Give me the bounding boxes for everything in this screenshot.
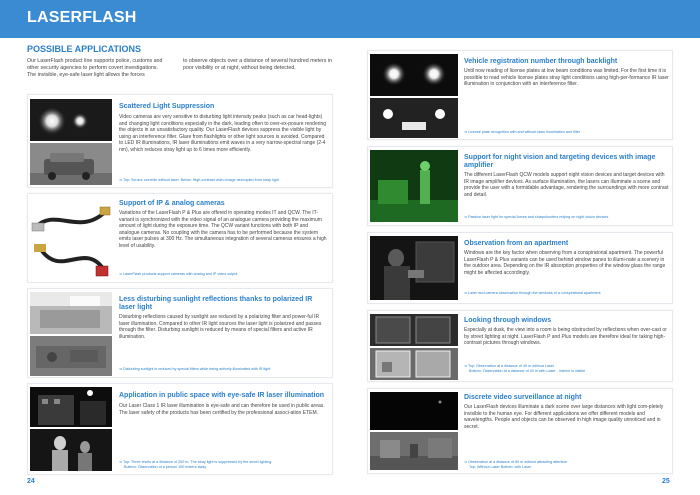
panel-title-scattered-light: Scattered Light Suppression <box>119 103 215 110</box>
photo-window-with-laser <box>370 348 458 380</box>
photo-car-filtered <box>30 143 112 185</box>
caption-vehicle-plate: ⊲ License plate recognition with and without laser illumination and filter <box>464 130 581 134</box>
caption-sunlight: ⊲ Disturbing sunlight is reduced by special filters while being actively illuminated with IR light <box>119 367 271 371</box>
intro-text-col2: to observe objects over a distance of several hundred meters in poor visibility or at night, without being detected. <box>183 58 332 72</box>
panel-body-ip-analog: Variations of the LaserFlash P & Plus are offered in operating modes IT and QCW. The IT-variant is synchronized with the video signal of an analogue camera providing the maximum amount of light during the exposure time. The QCW variant functions with both IP and analogue cameras. No coupling with the camera has to be performed because the system emits laser pulses at 300 Hz. The simultaneous integration of several cameras ensures a high level of usability. <box>119 210 327 249</box>
photo-dark-scene <box>370 392 458 430</box>
brand-title: LASERFLASH <box>27 9 137 26</box>
panel-title-sunlight: Less disturbing sunlight reflections thanks to polarized IR laser light <box>119 296 313 312</box>
caption-video-surveillance-bottom: Top: Without Laser Bottom: with Laser <box>469 465 532 469</box>
photo-ethernet-cable <box>30 240 112 280</box>
panel-body-night-vision: The different LaserFlash QCW models support night vision devices and target devices with IR image amplifier devices. As surface illumination, the lasers can illuminate a scene and provide the user with a formidable advantage, rendering the surroundings with more contrast and detail. <box>464 172 669 198</box>
photo-headlights-overexposed <box>30 99 112 141</box>
caption-public-space-top: ⊲ Top: Three levels at a distance of 200 m. The stray light is suppressed by the street lighting. <box>119 460 273 464</box>
intro-text-col1: Our LaserFlash product line supports police, customs and other security agencies to perform covert investigations. The invisible, eye-safe laser light allows the forces <box>27 58 163 79</box>
panel-title-through-windows: Looking through windows <box>464 317 552 324</box>
photo-night-vision-green <box>370 150 458 222</box>
photo-night-building <box>30 387 112 427</box>
photo-illuminated-scene <box>370 432 458 470</box>
caption-public-space-bottom: Bottom: Observation of a person 150 meters away <box>124 465 207 469</box>
caption-through-windows-top: ⊲ Top: Observation at a distance of 40 m without Laser <box>464 364 555 368</box>
page-number-right: 25 <box>662 478 670 485</box>
caption-through-windows-bottom: Bottom: Observation at a distance of 40 m with Laser - interior is visible <box>469 369 586 373</box>
panel-body-sunlight: Disturbing reflections caused by sunlight are reduced by a polarizing filter and power-ful IR laser illumination. Compared to other IR light sources the laser light is polarized and passes through the filter. Disturbing sunlight is reduced by means of special filters and active IR illumination. <box>119 314 322 340</box>
photo-car-headlights <box>370 54 458 96</box>
photo-person-observed <box>30 429 112 471</box>
caption-scattered-light: ⊲ Top: Sensor override without laser. Below: High-contrast video image decoupled from stray light <box>119 178 279 182</box>
panel-title-vehicle-plate: Vehicle registration number through backlight <box>464 58 618 65</box>
panel-title-video-surveillance: Discrete video surveillance at night <box>464 394 582 401</box>
section-title: POSSIBLE APPLICATIONS <box>27 44 142 54</box>
panel-body-scattered-light: Video cameras are very sensitive to disturbing light intensity peaks (such as car head-lights) and changing light conditions especially in the dark, leading often to over-ex-posure rendering the objects in an unsatisfactory quality. Our LaserFlash devices suppress the visible light by using an interference filter. Glare from flashlights or other light sources is avoided. Compared to LED IR illuminations, IR laser illuminations emit waves in a very narrow-spectral range (2-4 nm), which reduces stray light up to 6 times more efficiently. <box>119 114 327 153</box>
caption-apartment: ⊲ Laser and camera observation through the windows of a conspiratorial apartment <box>464 291 601 295</box>
photo-license-plate-visible <box>370 98 458 138</box>
panel-body-through-windows: Especially at dusk, the view into a room is being obstructed by reflections when over-cast or by street lighting at night. LaserFlash P and Plus models are therefore ideal for taking high-contrast pictures through windows. <box>464 327 667 347</box>
panel-title-ip-analog: Support of IP & analog cameras <box>119 200 225 207</box>
panel-title-public-space: Application in public space with eye-safe IR laser illumination <box>119 392 324 399</box>
photo-reflection-filtered <box>30 336 112 376</box>
photo-bnc-cable <box>30 197 112 239</box>
header-banner <box>0 0 700 38</box>
panel-body-apartment: Windows are the key factor when observing from a conspiratorial apartment. The powerful LaserFlash P & Plus variants can be used behind window panes to illumi-nate a scenery in the outdoor area. Depending on the IR absorption properties of the window glass the range might be affected accordingly. <box>464 250 666 276</box>
panel-body-public-space: Our Laser Class 1 IR laser illumination is eye-safe and can therefore be used in public areas. The laser safety of the products has been certified by the professional associ-ation ETEM. <box>119 403 325 416</box>
panel-body-video-surveillance: Our LaserFlash devices illuminate a dark scene over large distances with light com-pletely invisible to the human eye. For different applications we offer different models and wavelengths. People and objects can be observed in high image quality unnoticed and in secret. <box>464 404 664 430</box>
panel-title-apartment: Observation from an apartment <box>464 240 569 247</box>
panel-body-vehicle-plate: Until now reading of license plates at low beam conditions was limited. For the first time it is possible to read vehicle license plates stray light conditions using high-per-formance IR laser illumination in conjunction with an interference filter. <box>464 68 669 88</box>
photo-apartment-observer <box>370 236 458 300</box>
photo-window-no-laser <box>370 314 458 346</box>
page-number-left: 24 <box>27 478 35 485</box>
caption-night-vision: ⊲ Passive laser light for special forces and sharpshooters relying on night vision devices <box>464 215 609 219</box>
panel-title-night-vision: Support for night vision and targeting devices with image amplifier <box>464 154 656 170</box>
caption-ip-analog: ⊲ LaserFlash products support cameras with analog and IP video output <box>119 272 238 276</box>
photo-reflection-glare <box>30 292 112 334</box>
caption-video-surveillance-top: ⊲ Observation at a distance of 80 m without attracting attention <box>464 460 568 464</box>
